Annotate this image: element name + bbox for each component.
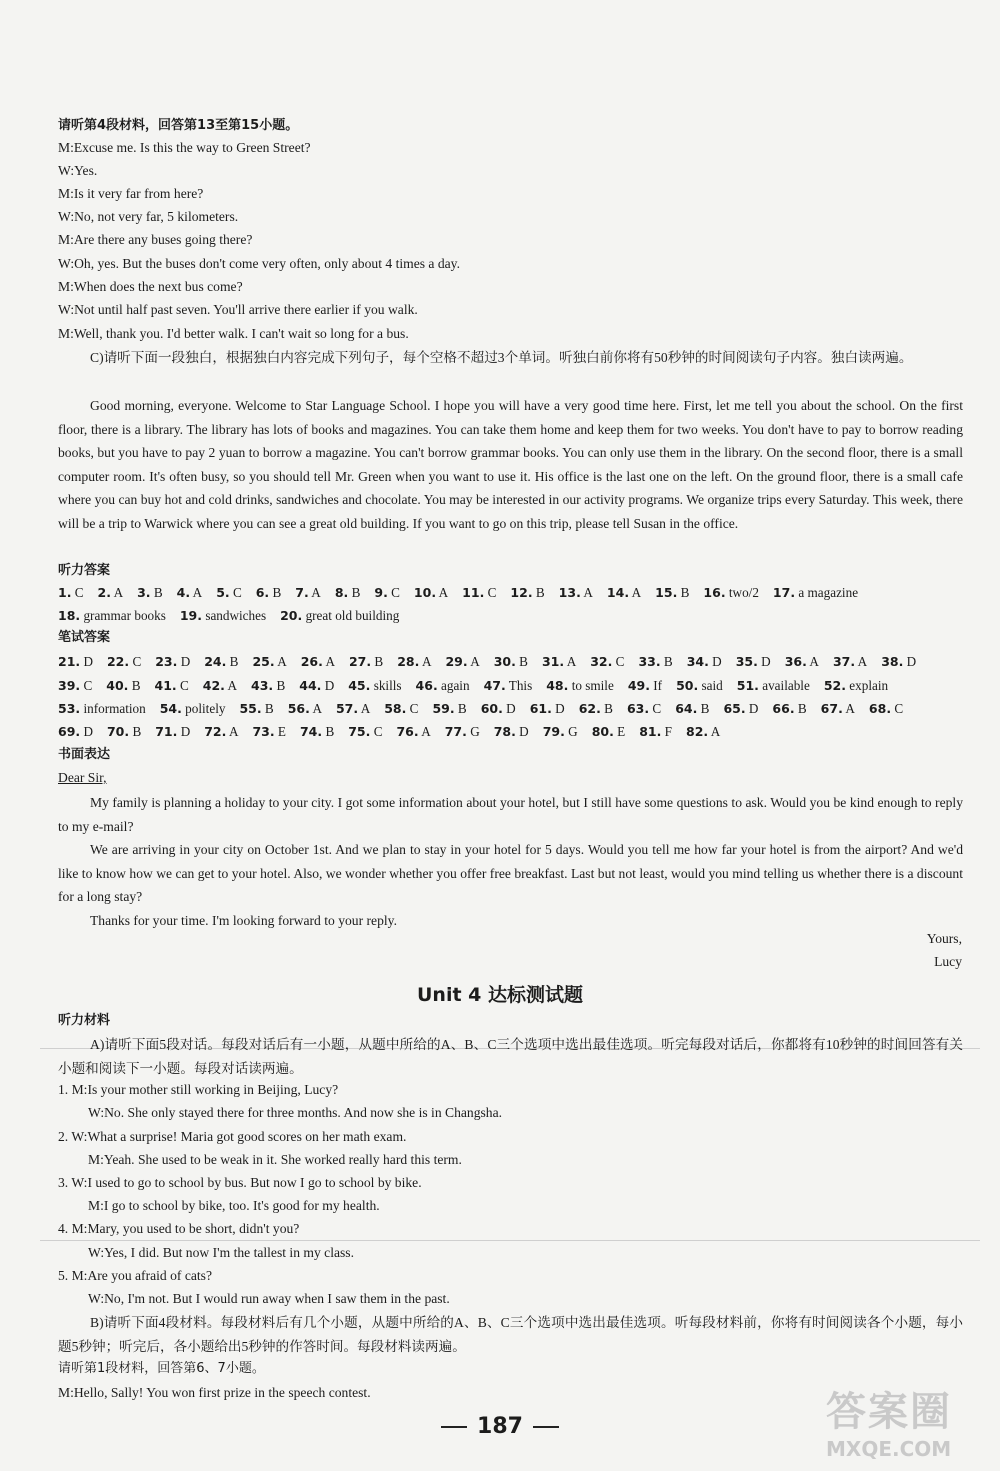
answer-item: [301, 652, 335, 672]
answer-item: [590, 652, 624, 672]
answer-item: [639, 722, 672, 742]
answer-number: 59.: [432, 701, 455, 716]
answer-item: [252, 652, 286, 672]
written-answers-heading: 笔试答案: [58, 630, 111, 645]
answer-value: B: [269, 585, 282, 600]
answer-item: [256, 583, 282, 603]
answer-row: [58, 652, 968, 672]
answer-value: A: [855, 654, 868, 669]
answer-value: D: [757, 654, 771, 669]
answer-value: A: [309, 701, 322, 716]
answer-item: [160, 699, 226, 719]
answer-number: 39.: [58, 678, 81, 693]
answer-value: This: [505, 678, 533, 693]
answer-number: 21.: [58, 654, 81, 669]
dialog-line: W:Yes.: [58, 163, 98, 178]
answer-number: 9.: [374, 585, 388, 600]
answer-item: [445, 722, 480, 742]
answer-value: A: [708, 724, 721, 739]
answer-value: B: [128, 678, 141, 693]
answer-number: 7.: [295, 585, 309, 600]
answer-number: 11.: [462, 585, 485, 600]
salutation: Dear Sir,: [58, 770, 107, 785]
answer-value: A: [418, 724, 431, 739]
answer-value: G: [466, 724, 480, 739]
answer-number: 25.: [252, 654, 275, 669]
answer-item: [559, 583, 593, 603]
answer-number: 42.: [202, 678, 225, 693]
answer-item: [736, 652, 771, 672]
unit-title: Unit 4 达标测试题: [417, 984, 583, 1006]
letter-signature: Lucy: [934, 954, 962, 969]
answer-item: [335, 583, 361, 603]
answer-value: B: [532, 585, 545, 600]
answer-item: [58, 652, 93, 672]
answer-value: B: [697, 701, 710, 716]
answer-number: 32.: [590, 654, 613, 669]
part-a-instruction: A)请听下面5段对话。每段对话后有一小题，从题中所给的A、B、C三个选项中选出最佳选项。听完每段对话后，你都将有10秒钟的时间回答有关小题和阅读下一小题。每段对话读两遍。: [58, 1037, 963, 1076]
dialog-line: W:Not until half past seven. You'll arrive there earlier if you walk.: [58, 302, 418, 317]
answer-item: [833, 652, 867, 672]
answer-number: 79.: [542, 724, 565, 739]
dialog-line: M:Is it very far from here?: [58, 186, 204, 201]
answer-item: [239, 699, 273, 719]
answer-item: [107, 722, 141, 742]
answer-value: sandwiches: [202, 608, 267, 623]
answer-item: [252, 722, 286, 742]
answer-number: 46.: [415, 678, 438, 693]
answer-number: 53.: [58, 701, 81, 716]
answer-item: [579, 699, 613, 719]
answer-number: 24.: [204, 654, 227, 669]
part-b-intro: 请听第1段材料，回答第6、7小题。: [58, 1361, 265, 1376]
answer-value: D: [708, 654, 722, 669]
answer-row: [58, 699, 968, 719]
answer-value: D: [551, 701, 565, 716]
answer-value: E: [613, 724, 626, 739]
answer-item: [414, 583, 448, 603]
answer-item: [494, 652, 528, 672]
answer-number: 34.: [686, 654, 709, 669]
answer-value: A: [226, 724, 239, 739]
answer-value: a magazine: [795, 585, 859, 600]
material-intro: 请听第4段材料，回答第13至第15小题。: [58, 118, 299, 133]
answer-value: C: [129, 654, 142, 669]
answer-value: A: [419, 654, 432, 669]
dialog-line: W:Oh, yes. But the buses don't come very often, only about 4 times a day.: [58, 256, 460, 271]
answer-row: [58, 583, 968, 603]
answer-number: 18.: [58, 608, 81, 623]
answer-number: 4.: [176, 585, 191, 600]
answer-number: 57.: [335, 701, 359, 716]
answer-number: 54.: [159, 701, 182, 716]
answer-value: C: [406, 701, 419, 716]
answer-value: A: [629, 585, 642, 600]
answer-item: [655, 583, 689, 603]
answer-number: 60.: [480, 701, 503, 716]
answer-number: 74.: [299, 724, 323, 739]
answer-value: A: [842, 701, 855, 716]
answer-value: available: [758, 678, 810, 693]
answer-value: explain: [845, 678, 889, 693]
answer-item: [628, 676, 662, 696]
answer-row: [58, 676, 968, 696]
answer-item: [300, 722, 334, 742]
answer-item: [546, 676, 614, 696]
answer-item: [280, 606, 399, 626]
answer-value: D: [177, 654, 191, 669]
answer-value: D: [177, 724, 191, 739]
answer-item: [772, 699, 806, 719]
dialog-line: M:I go to school by bike, too. It's good for my health.: [88, 1198, 380, 1213]
answer-value: B: [129, 724, 142, 739]
answer-item: [58, 583, 84, 603]
answer-item: [58, 699, 146, 719]
answer-number: 30.: [493, 654, 516, 669]
answer-value: F: [661, 724, 672, 739]
answer-value: A: [436, 585, 449, 600]
answer-number: 49.: [627, 678, 650, 693]
page-number: 187: [0, 1414, 1000, 1439]
answer-item: [824, 676, 888, 696]
answer-number: 41.: [154, 678, 177, 693]
answer-value: D: [745, 701, 759, 716]
answer-number: 37.: [832, 654, 856, 669]
answer-number: 63.: [626, 701, 650, 716]
answer-value: D: [80, 724, 93, 739]
answer-number: 12.: [510, 585, 533, 600]
answer-value: A: [111, 585, 124, 600]
answer-item: [592, 722, 626, 742]
answer-number: 44.: [299, 678, 322, 693]
answer-item: [137, 583, 163, 603]
answer-item: [216, 583, 242, 603]
dialog-line: M:Hello, Sally! You won first prize in the speech contest.: [58, 1385, 371, 1400]
answer-number: 51.: [736, 678, 759, 693]
answer-value: D: [515, 724, 529, 739]
answer-item: [869, 699, 903, 719]
answer-item: [58, 606, 166, 626]
answer-number: 56.: [287, 701, 310, 716]
dialog-line: 1. M:Is your mother still working in Beijing, Lucy?: [58, 1082, 339, 1097]
answer-number: 78.: [493, 724, 516, 739]
answer-number: 14.: [606, 585, 630, 600]
answer-value: B: [348, 585, 361, 600]
answer-item: [484, 676, 533, 696]
answer-item: [155, 722, 190, 742]
answer-value: A: [274, 654, 287, 669]
answer-number: 50.: [676, 678, 699, 693]
answer-item: [155, 676, 189, 696]
answer-value: B: [273, 678, 286, 693]
answer-number: 28.: [397, 654, 420, 669]
answer-value: again: [437, 678, 470, 693]
answer-number: 67.: [820, 701, 843, 716]
answer-item: [542, 652, 576, 672]
answer-item: [177, 583, 203, 603]
letter-closing: Yours,: [926, 931, 962, 946]
answer-value: A: [564, 654, 577, 669]
answer-item: [543, 722, 578, 742]
answer-number: 70.: [106, 724, 130, 739]
answer-number: 10.: [413, 585, 437, 600]
answer-item: [106, 676, 140, 696]
answer-item: [180, 606, 266, 626]
answer-value: B: [371, 654, 384, 669]
answer-value: A: [308, 585, 321, 600]
answer-item: [299, 676, 334, 696]
answer-number: 23.: [155, 654, 178, 669]
answer-value: C: [649, 701, 662, 716]
answer-number: 72.: [204, 724, 227, 739]
answer-item: [155, 652, 190, 672]
answer-number: 36.: [784, 654, 807, 669]
answer-item: [723, 699, 758, 719]
writing-heading: 书面表达: [58, 747, 111, 762]
answer-item: [348, 676, 401, 696]
answer-number: 26.: [300, 654, 323, 669]
answer-number: 2.: [97, 585, 111, 600]
dialog-line: M:Well, thank you. I'd better walk. I can't wait so long for a bus.: [58, 326, 409, 341]
answer-value: B: [515, 654, 528, 669]
answer-number: 62.: [578, 701, 601, 716]
dialog-line: 2. W:What a surprise! Maria got good scores on her math exam.: [58, 1129, 407, 1144]
answer-number: 13.: [558, 585, 581, 600]
answer-item: [530, 699, 565, 719]
answer-number: 81.: [639, 724, 662, 739]
answer-item: [675, 699, 709, 719]
answer-value: two/2: [725, 585, 759, 600]
answer-value: C: [370, 724, 383, 739]
answer-number: 19.: [179, 608, 203, 623]
answer-item: [58, 676, 92, 696]
answer-value: E: [274, 724, 286, 739]
answer-number: 48.: [546, 678, 569, 693]
answer-number: 69.: [58, 724, 81, 739]
answer-item: [416, 676, 470, 696]
answer-number: 58.: [384, 701, 407, 716]
watermark-url: MXQE.COM: [826, 1437, 952, 1461]
answer-number: 38.: [881, 654, 904, 669]
answer-value: A: [467, 654, 480, 669]
part-b-instruction: B)请听下面4段材料。每段材料后有几个小题，从题中所给的A、B、C三个选项中选出最佳选项。听每段材料前，你将有时间阅读各个小题，每小题5秒钟；听完后，各小题给出5秒钟的作答时间。每段材料读两遍。: [58, 1315, 963, 1354]
answer-item: [881, 652, 916, 672]
answer-item: [204, 652, 238, 672]
answer-value: C: [387, 585, 400, 600]
answer-value: C: [80, 678, 93, 693]
watermark-text: 答案圈: [826, 1389, 952, 1435]
answer-value: B: [660, 654, 673, 669]
dialog-line: M:When does the next bus come?: [58, 279, 243, 294]
part-c-instruction: C)请听下面一段独白，根据独白内容完成下列句子，每个空格不超过3个单词。听独白前你将有50秒钟的时间阅读句子内容。独白读两遍。: [90, 350, 913, 365]
answer-item: [703, 583, 759, 603]
answer-value: C: [229, 585, 242, 600]
answer-value: great old building: [302, 608, 400, 623]
listening-answers-heading: 听力答案: [58, 563, 111, 578]
answer-item: [481, 699, 516, 719]
answer-number: 15.: [655, 585, 678, 600]
answer-value: information: [80, 701, 146, 716]
answer-number: 22.: [106, 654, 130, 669]
answer-item: [251, 676, 285, 696]
answer-item: [288, 699, 322, 719]
answer-item: [494, 722, 529, 742]
answer-number: 33.: [638, 654, 661, 669]
answer-item: [687, 652, 722, 672]
watermark-logo: [826, 1380, 986, 1468]
answer-number: 66.: [772, 701, 795, 716]
answer-number: 65.: [723, 701, 746, 716]
answer-value: grammar books: [80, 608, 166, 623]
answer-number: 71.: [155, 724, 178, 739]
answer-item: [396, 722, 430, 742]
answer-value: A: [580, 585, 593, 600]
answer-number: 47.: [483, 678, 506, 693]
answer-number: 80.: [591, 724, 614, 739]
answer-number: 17.: [772, 585, 796, 600]
dialog-line: 3. W:I used to go to school by bus. But now I go to school by bike.: [58, 1175, 422, 1190]
answer-item: [445, 652, 479, 672]
answer-item: [821, 699, 855, 719]
answer-number: 35.: [735, 654, 758, 669]
answer-item: [295, 583, 321, 603]
answer-value: politely: [181, 701, 226, 716]
answer-value: A: [224, 678, 237, 693]
answer-number: 1.: [58, 585, 72, 600]
answer-row: [58, 606, 968, 626]
dialog-line: W:No. She only stayed there for three months. And now she is in Changsha.: [88, 1105, 503, 1120]
answer-value: C: [176, 678, 189, 693]
answer-number: 68.: [868, 701, 892, 716]
dialog-line: M:Are there any buses going there?: [58, 232, 253, 247]
answer-value: to smile: [568, 678, 614, 693]
answer-number: 55.: [239, 701, 262, 716]
answer-number: 8.: [334, 585, 349, 600]
answer-item: [98, 583, 124, 603]
dialog-line: 4. M:Mary, you used to be short, didn't you?: [58, 1221, 300, 1236]
dash-right: [533, 1426, 559, 1428]
answer-value: said: [698, 678, 723, 693]
answer-number: 75.: [348, 724, 371, 739]
answer-number: 31.: [541, 654, 565, 669]
answer-value: C: [891, 701, 904, 716]
dialog-line: W:No, not very far, 5 kilometers.: [58, 209, 239, 224]
answer-item: [785, 652, 819, 672]
answer-number: 77.: [444, 724, 467, 739]
answer-item: [737, 676, 810, 696]
answer-number: 64.: [675, 701, 698, 716]
answer-item: [607, 583, 641, 603]
dialog-line: M:Excuse me. Is this the way to Green Street?: [58, 140, 311, 155]
answer-value: G: [564, 724, 578, 739]
dialog-line: M:Yeah. She used to be weak in it. She worked really hard this term.: [88, 1152, 462, 1167]
answer-value: B: [600, 701, 613, 716]
answer-item: [374, 583, 400, 603]
answer-item: [204, 722, 238, 742]
answer-number: 40.: [106, 678, 129, 693]
answer-item: [336, 699, 370, 719]
answer-number: 29.: [445, 654, 468, 669]
answer-item: [686, 722, 720, 742]
letter-body: My family is planning a holiday to your city. I got some information about your hotel, but I still have some questions to ask. Would you be kind enough to reply to my e-mail? We are arriving in your city on October 1st. And we plan to stay in your hotel for 5 days. Would you tell me how far your hotel is from the airport? And we'd like to know how we can get to your hotel. Also, we wonder whether you offer free breakfast. Last but not least, would you mind telling us whether there is a discount for a long stay? Thanks for your time. I'm looking forward to your reply.: [58, 795, 963, 928]
answer-item: [627, 699, 661, 719]
answer-value: B: [454, 701, 467, 716]
answer-item: [58, 722, 93, 742]
dialog-line: W:No, I'm not. But I would run away when I saw them in the past.: [88, 1291, 450, 1306]
answer-item: [773, 583, 858, 603]
answer-row: [58, 722, 968, 742]
answer-value: skills: [370, 678, 402, 693]
answer-item: [203, 676, 237, 696]
answer-item: [638, 652, 672, 672]
answer-value: A: [190, 585, 203, 600]
answer-item: [432, 699, 466, 719]
answer-value: C: [484, 585, 497, 600]
answer-value: D: [502, 701, 516, 716]
answer-number: 5.: [216, 585, 230, 600]
answer-item: [384, 699, 418, 719]
answer-number: 76.: [396, 724, 419, 739]
answer-value: If: [649, 678, 663, 693]
answer-value: D: [321, 678, 335, 693]
answer-item: [676, 676, 723, 696]
answer-number: 27.: [348, 654, 372, 669]
answer-value: C: [71, 585, 84, 600]
answer-number: 20.: [280, 608, 303, 623]
scan-rule: [40, 1240, 980, 1241]
answer-value: D: [903, 654, 917, 669]
answer-number: 61.: [529, 701, 552, 716]
answer-item: [462, 583, 496, 603]
answer-value: D: [80, 654, 93, 669]
answer-value: B: [677, 585, 690, 600]
answer-value: B: [226, 654, 239, 669]
listening-material-heading: 听力材料: [58, 1013, 111, 1028]
answer-value: B: [261, 701, 274, 716]
answer-value: B: [794, 701, 807, 716]
answer-value: A: [358, 701, 371, 716]
answer-value: B: [150, 585, 163, 600]
answer-number: 6.: [255, 585, 270, 600]
answer-value: C: [612, 654, 625, 669]
answer-number: 3.: [137, 585, 151, 600]
answer-item: [348, 722, 382, 742]
answer-item: [510, 583, 544, 603]
answer-number: 73.: [252, 724, 275, 739]
answer-number: 52.: [823, 678, 846, 693]
answer-value: A: [322, 654, 335, 669]
dialog-line: 5. M:Are you afraid of cats?: [58, 1268, 213, 1283]
answer-number: 43.: [251, 678, 274, 693]
answer-item: [397, 652, 431, 672]
answer-value: A: [806, 654, 819, 669]
dialog-line: W:Yes, I did. But now I'm the tallest in my class.: [88, 1245, 354, 1260]
dash-left: [441, 1426, 467, 1428]
answer-number: 45.: [348, 678, 371, 693]
answer-number: 82.: [686, 724, 709, 739]
monologue: Good morning, everyone. Welcome to Star Language School. I hope you will have a very good time here. First, let me tell you about the school. On the first floor, there is a library. The library has lots of books and magazines. You can take them home and keep them for two weeks. You don't have to pay to borrow reading books, but you have to pay 2 yuan to borrow a magazine. You can't borrow grammar books. You can only use them in the library. On the second floor, there is a small computer room. It's often busy, so you should tell Mr. Green when you want to use it. His office is the last one on the left. On the ground floor, there is a small cafe where you can buy hot and cold drinks, sandwiches and chocolate. You may be interested in our activity programs. We organize trips every Saturday. This week, there will be a trip to Warwick where you can see a great old building. If you want to go on this trip, please tell Susan in the office.: [58, 398, 963, 531]
answer-value: B: [322, 724, 335, 739]
answer-item: [349, 652, 383, 672]
answer-number: 16.: [703, 585, 726, 600]
answer-item: [107, 652, 141, 672]
